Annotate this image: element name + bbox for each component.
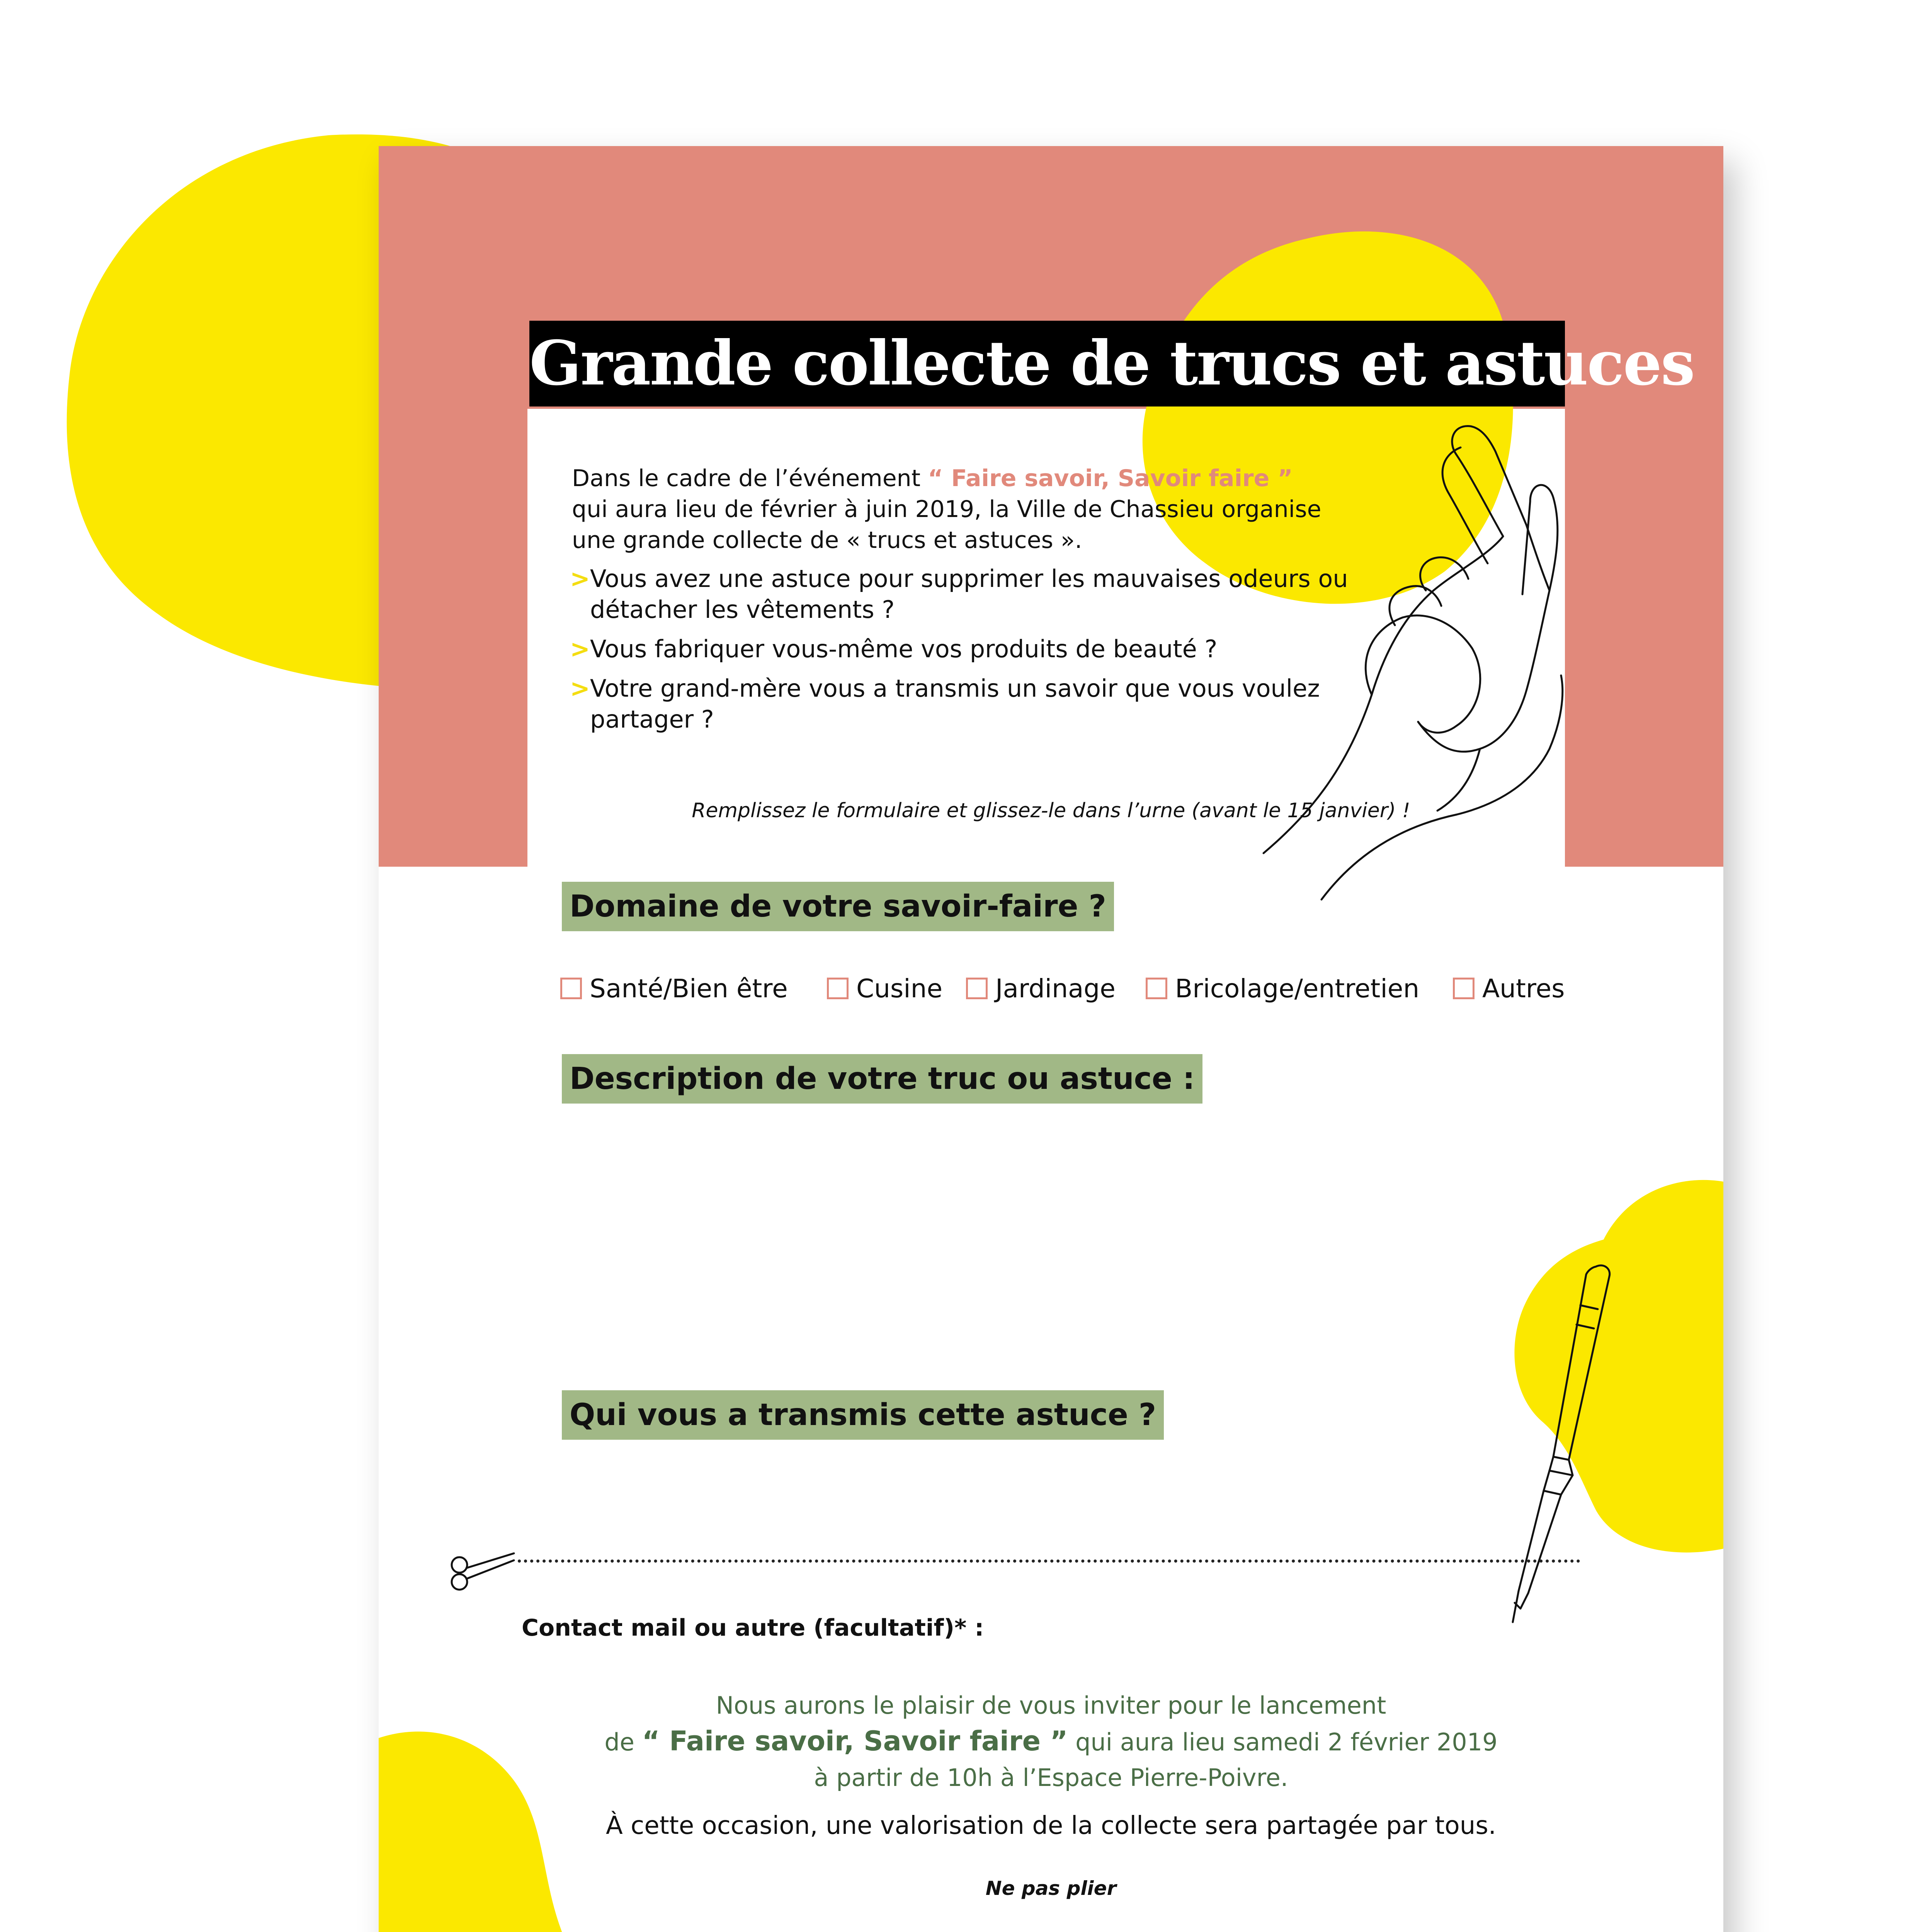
bullet-item: [570, 563, 1381, 625]
occasion-text: À cette occasion, une valorisation de la collecte sera partagée par tous.: [605, 1811, 1497, 1840]
option-cuisine[interactable]: [827, 969, 942, 1008]
checkbox-icon[interactable]: [1453, 978, 1475, 999]
invite-line-1: Nous aurons le plaisir de vous inviter pour le lancement: [716, 1691, 1386, 1719]
bullet-text: Vous fabriquer vous-même vos produits de beauté ?: [590, 635, 1218, 663]
checkbox-icon[interactable]: [1146, 978, 1167, 999]
invite-prefix: de: [604, 1728, 634, 1756]
option-label: Jardinage: [995, 973, 1116, 1003]
bullet-text: Vous avez une astuce pour supprimer les mauvaises odeurs ou détacher les vêtements ?: [590, 565, 1348, 624]
who-answer-area[interactable]: [562, 1444, 1489, 1522]
chevron-icon: >: [570, 674, 590, 702]
chevron-icon: >: [570, 635, 590, 663]
intro-text: [572, 463, 1345, 556]
description-question-label: Description de votre truc ou astuce :: [562, 1054, 1202, 1104]
no-fold-notice: Ne pas plier: [985, 1877, 1117, 1900]
checkbox-icon[interactable]: [966, 978, 988, 999]
page-title: Grande collecte de trucs et astuces: [529, 321, 1565, 406]
form-instruction: Remplissez le formulaire et glissez-le dans l’urne (avant le 15 janvier) !: [692, 799, 1410, 822]
bullet-text: Votre grand-mère vous a transmis un savoir que vous voulez partager ?: [590, 674, 1320, 733]
invite-suffix: qui aura lieu samedi 2 février 2019: [1075, 1728, 1498, 1756]
seam-ripper-icon: [1492, 1259, 1623, 1630]
option-jardinage[interactable]: [966, 969, 1116, 1008]
checkbox-icon[interactable]: [827, 978, 849, 999]
option-sante[interactable]: [560, 969, 788, 1008]
intro-event-name: “ Faire savoir, Savoir faire ”: [928, 465, 1293, 492]
option-label: Santé/Bien être: [590, 973, 788, 1003]
contact-label: Contact mail ou autre (facultatif)* :: [522, 1614, 984, 1641]
invitation-text: [533, 1688, 1569, 1796]
checkbox-icon[interactable]: [560, 978, 582, 999]
invite-event-name: “ Faire savoir, Savoir faire ”: [642, 1725, 1068, 1757]
bullet-item: [570, 634, 1381, 665]
intro-line-3: une grande collecte de « trucs et astuces ».: [572, 527, 1082, 554]
who-question-label: Qui vous a transmis cette astuce ?: [562, 1390, 1164, 1440]
intro-prefix: Dans le cadre de l’événement: [572, 465, 921, 492]
intro-line-2: qui aura lieu de février à juin 2019, la Ville de Chassieu organise: [572, 496, 1321, 523]
domain-options: [560, 969, 1604, 1008]
option-autres[interactable]: [1453, 969, 1565, 1008]
chevron-icon: >: [570, 565, 590, 593]
bullet-list: [570, 563, 1381, 743]
option-label: Bricolage/entretien: [1175, 973, 1420, 1003]
invite-line-3: à partir de 10h à l’Espace Pierre-Poivre.: [814, 1764, 1288, 1792]
bullet-item: [570, 673, 1381, 735]
cut-line: [518, 1560, 1580, 1563]
scissors-icon: [446, 1549, 516, 1595]
domain-question-label: Domaine de votre savoir-faire ?: [562, 882, 1114, 931]
contact-answer-area[interactable]: [522, 1645, 1584, 1680]
option-label: Autres: [1482, 973, 1565, 1003]
option-label: Cusine: [856, 973, 943, 1003]
form-sheet: [379, 146, 1723, 1932]
option-bricolage[interactable]: [1146, 969, 1419, 1008]
